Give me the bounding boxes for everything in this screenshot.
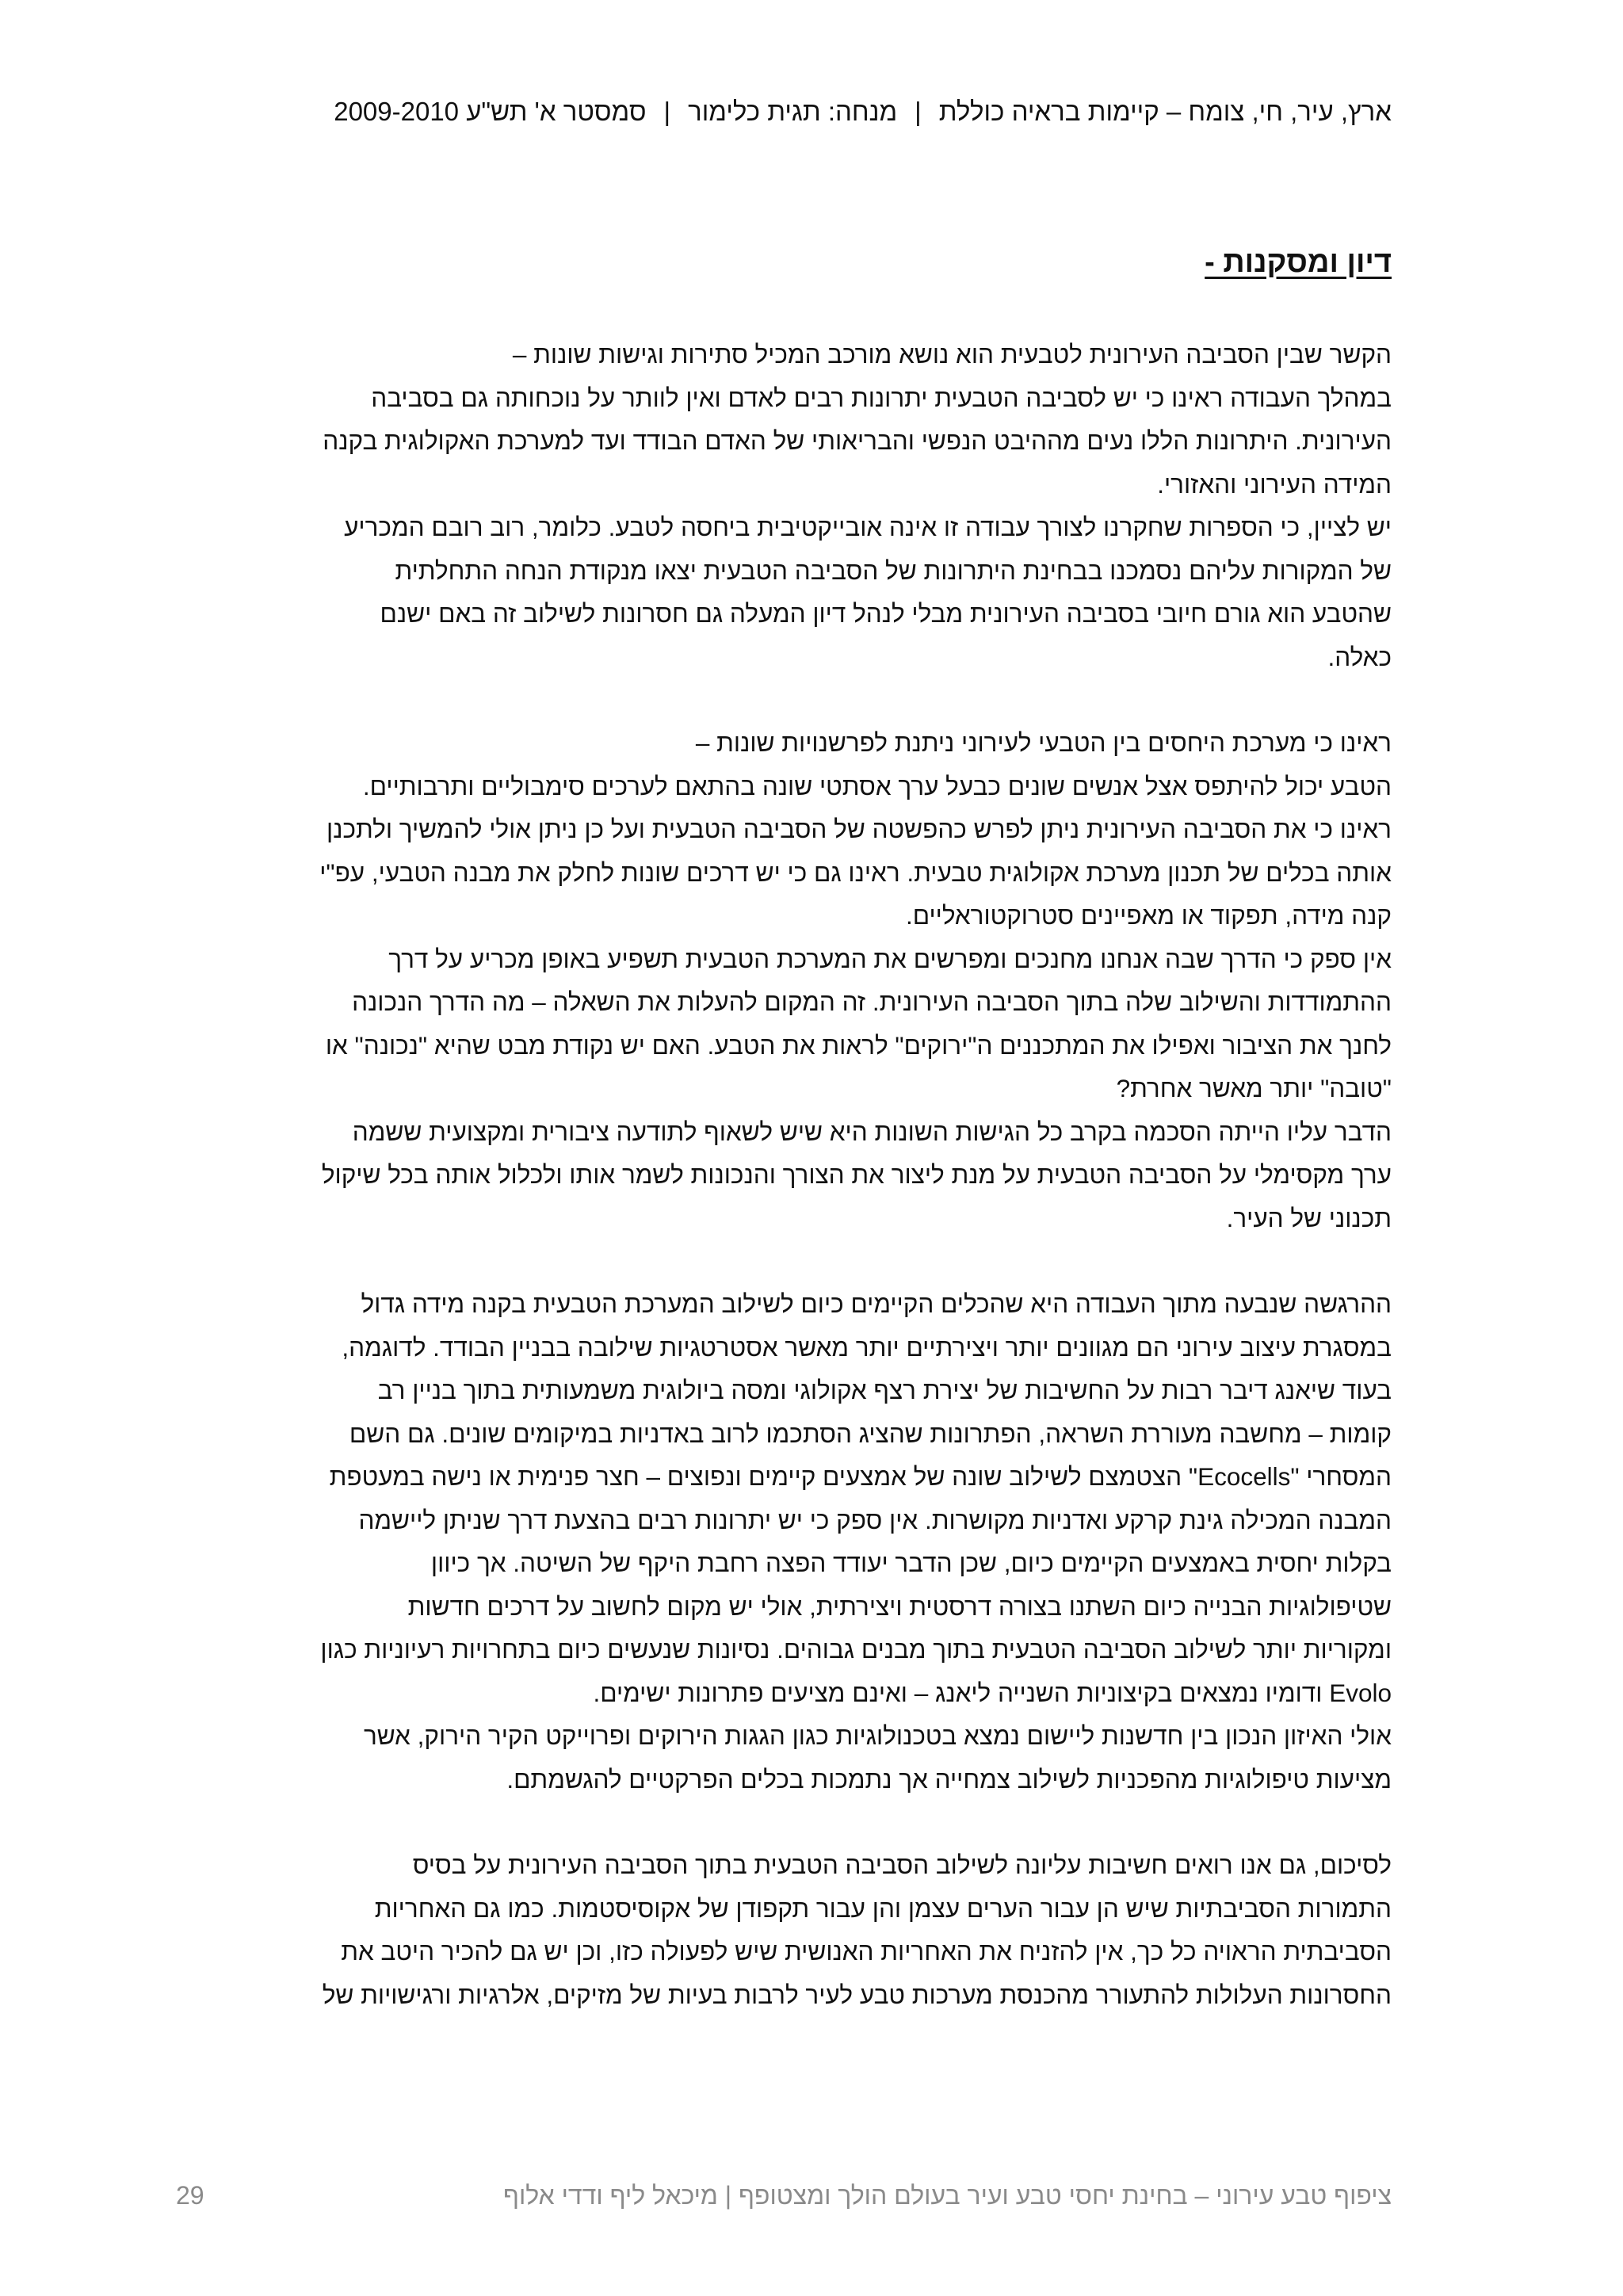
text-line: שטיפולוגיות הבנייה כיום השתנו בצורה דרסטית ויצירתית, אולי יש מקום לחשוב על דרכים חדשות — [407, 1591, 1392, 1621]
text-line: קנה מידה, תפקוד או מאפיינים סטרוקטוראליים. — [905, 901, 1392, 930]
text-line: במסגרת עיצוב עירוני הם מגוונים יותר ויצירתיים יותר מאשר אסטרטגיות שילובה בבניין הבודד. לדוגמה, — [342, 1332, 1392, 1362]
text-line: התמורות הסביבתיות שיש הן עבור הערים עצמן והן עבור תקפודן של אקוסיסטמות. כמו גם האחריות — [374, 1893, 1392, 1923]
paragraph — [176, 1843, 1392, 2016]
text-line: ומקוריות יותר לשילוב הסביבה הטבעית בתוך מבנים גבוהים. נסיונות שנעשים כיום בתחרויות רעיוניות כגון — [320, 1635, 1392, 1664]
running-footer — [176, 2181, 1392, 2221]
text-line: Evolo ודומיו נמצאים בקיצוניות השנייה ליאנג – ואינם מציעים פתרונות ישימים. — [593, 1678, 1392, 1707]
text-line: כאלה. — [1327, 642, 1392, 671]
page-number: 29 — [176, 2181, 204, 2210]
text-line: של המקורות עליהם נסמכנו בבחינת היתרונות של הסביבה הטבעית יצאו מנקודת הנחה התחלתית — [395, 556, 1392, 585]
text-line: החסרונות העלולות להתעורר מהכנסת מערכות טבע לעיר לרבות בעיות של מזיקים, אלרגיות ורגישויות של — [322, 1980, 1392, 2009]
running-header — [198, 94, 1392, 130]
text-line: הדבר עליו הייתה הסכמה בקרב כל הגישות השונות היא שיש לשאוף לתודעה ציבורית ומקצועית ששמה — [352, 1117, 1392, 1146]
section-title: דיון ומסקנות - — [1205, 246, 1392, 279]
header-separator: | — [915, 97, 922, 126]
body-text — [176, 333, 1392, 2059]
text-line: הקשר שבין הסביבה העירונית לטבעית הוא נושא מורכב המכיל סתירות וגישות שונות – — [512, 340, 1392, 369]
text-line: ראינו כי את הסביבה העירונית ניתן לפרש כהפשטה של הסביבה הטבעית ועל כן ניתן אולי להמשיך ולתכנן — [327, 815, 1392, 843]
paragraph — [176, 333, 1392, 678]
text-line: בקלות יחסית באמצעים הקיימים כיום, שכן הדבר יעודד הפצה רחבת היקף של השיטה. אך כיוון — [430, 1549, 1392, 1577]
text-line: ההרגשה שנבעה מתוך העבודה היא שהכלים הקיימים כיום לשילוב המערכת הטבעית בקנה מידה גדול — [361, 1289, 1392, 1318]
text-line: המסחרי "Ecocells" הצטמצם לשילוב שונה של אמצעים קיימים ונפוצים – חצר פנימית או נישה במעטפת — [329, 1462, 1392, 1491]
text-line: אולי האיזון הנכון בין חדשנות ליישום נמצא בטכנולוגיות כגון הגגות הירוקים ופרוייקט הקיר הירוק, אשר — [363, 1721, 1392, 1750]
text-line: יש לציין, כי הספרות שחקרנו לצורך עבודה זו אינה אובייקטיבית ביחסה לטבע. כלומר, רוב רובם המכריע — [344, 513, 1392, 541]
text-line: תכנוני של העיר. — [1226, 1203, 1392, 1232]
text-line: העירונית. היתרונות הללו נעים מההיבט הנפשי והבריאותי של האדם הבודד ועד למערכת האקולוגית בקנה — [323, 426, 1392, 455]
header-course: ארץ, עיר, חי, צומח – קיימות בראיה כוללת — [938, 97, 1392, 126]
footer-text: ציפוף טבע עירוני – בחינת יחסי טבע ועיר בעולם הולך ומצטופף | מיכאל ליף ודדי אלוף — [503, 2181, 1392, 2210]
text-line: אין ספק כי הדרך שבה אנחנו מחנכים ומפרשים את המערכת הטבעית תשפיע באופן מכריע על דרך — [388, 944, 1392, 973]
text-line: במהלך העבודה ראינו כי יש לסביבה הטבעית יתרונות רבים לאדם ואין לוותר על נוכחותה גם בסביבה — [371, 383, 1392, 412]
text-line: ערך מקסימלי על הסביבה הטבעית על מנת ליצור את הצורך והנכונות לשמר אותו ולכלול אותה בכל שיקול — [321, 1160, 1392, 1189]
header-instructor: מנחה: תגית כלימור — [688, 97, 898, 126]
text-line: קומות – מחשבה מעוררת השראה, הפתרונות שהציג הסתכמו לרוב באדניות במיקומים שונים. גם השם — [349, 1419, 1392, 1448]
header-semester: סמסטר א' תש"ע 2009-2010 — [334, 97, 647, 126]
text-line: "טובה" יותר מאשר אחרת? — [1116, 1074, 1392, 1102]
paragraph — [176, 1282, 1392, 1801]
text-line: המבנה המכילה גינת קרקע ואדניות מקושרות. אין ספק כי יש יתרונות רבים בהצעת דרך שניתן ליישמה — [358, 1505, 1392, 1534]
text-line: הסביבתית הראויה כל כך, אין להזניח את האחריות האנושית שיש לפעולה כזו, וכן יש גם להכיר היטב את — [341, 1937, 1392, 1966]
text-line: ההתמודדות והשילוב שלה בתוך הסביבה העירונית. זה המקום להעלות את השאלה – מה הדרך הנכונה — [352, 988, 1392, 1016]
text-line: אותה בכלים של תכנון מערכת אקולוגית טבעית. ראינו גם כי יש דרכים שונות לחלק את מבנה הטבעי, עפ"י — [319, 858, 1392, 887]
paragraph — [176, 721, 1392, 1240]
text-line: שהטבע הוא גורם חיובי בסביבה העירונית מבלי לנהל דיון המעלה גם חסרונות לשילוב זה באם ישנם — [380, 599, 1392, 628]
header-separator: | — [663, 97, 671, 126]
text-line: לחנך את הציבור ואפילו את המתכננים ה"ירוקים" לראות את הטבע. האם יש נקודת מבט שהיא "נכונה" או — [325, 1030, 1392, 1060]
text-line: ראינו כי מערכת היחסים בין הטבעי לעירוני ניתנת לפרשנויות שונות – — [695, 728, 1392, 757]
text-line: המידה העירוני והאזורי. — [1157, 469, 1392, 499]
text-line: מציעות טיפולוגיות מהפכניות לשילוב צמחייה אך נתמכות בכלים הפרקטיים להגשמתם. — [506, 1764, 1392, 1794]
text-line: בעוד שיאנג דיבר רבות על החשיבות של יצירת רצף אקולוגי ומסה ביולוגית משמעותית בתוך בניין רב — [377, 1376, 1392, 1404]
text-line: הטבע יכול להיתפס אצל אנשים שונים כבעל ערך אסתטי שונה בהתאם לערכים סימבוליים ותרבותיים. — [362, 771, 1392, 800]
text-line: לסיכום, גם אנו רואים חשיבות עליונה לשילוב הסביבה הטבעית בתוך הסביבה העירונית על בסיס — [412, 1851, 1392, 1879]
